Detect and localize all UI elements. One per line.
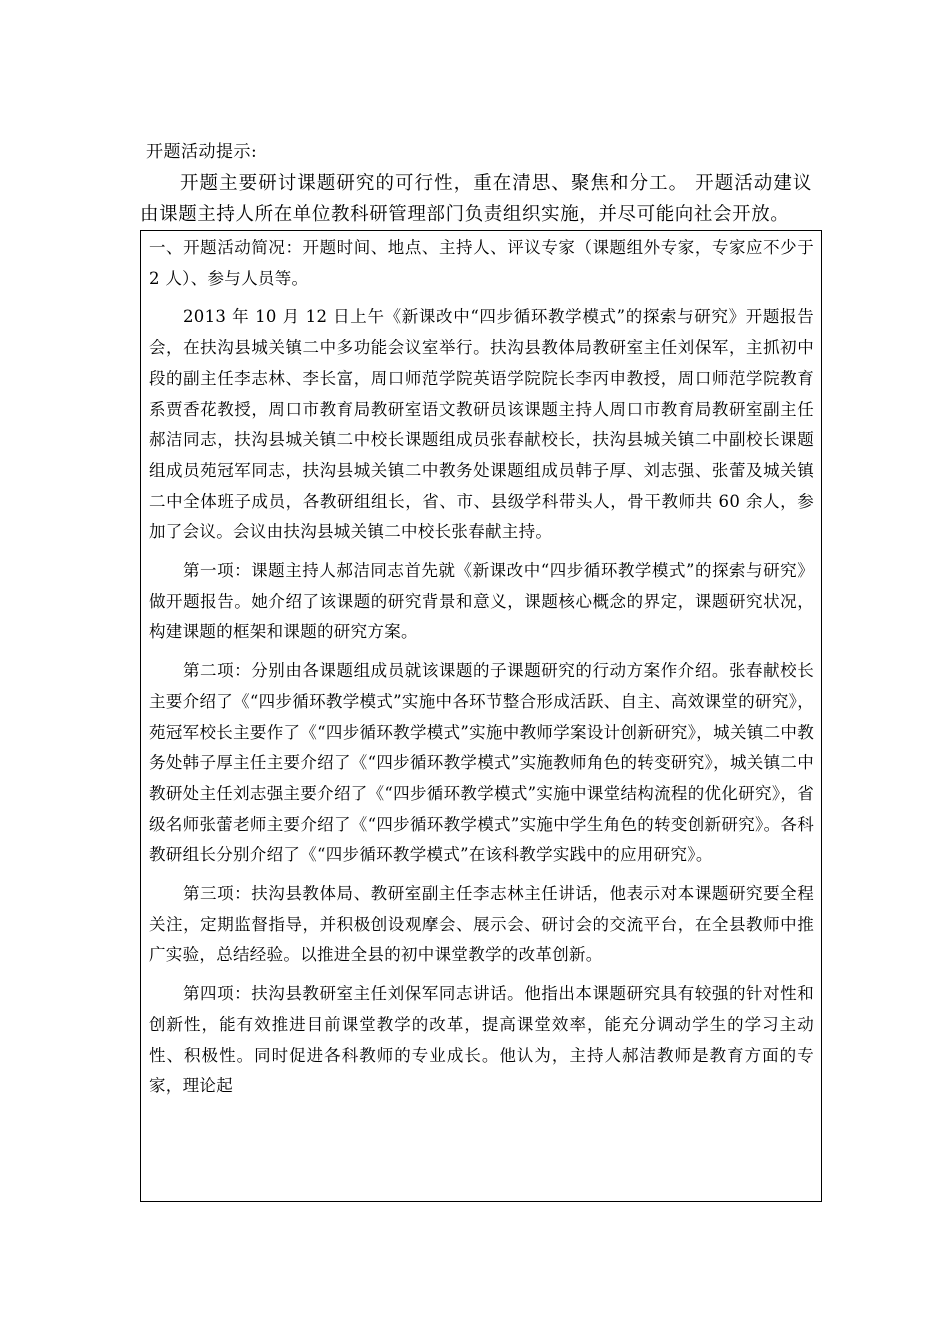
paragraph-item-4: 第四项：扶沟县教研室主任刘保军同志讲话。他指出本课题研究具有较强的针对性和创新性，能有效推进目前课堂教学的改革，提高课堂效率，能充分调动学生的学习主动性、积极性。同时促进各科教师的专业成长。他认为，主持人郝洁教师是教育方面的专家，理论起 xyxy=(149,984,814,1096)
section-heading: 一、开题活动简况：开题时间、地点、主持人、评议专家（课题组外专家，专家应不少于 2 人）、参与人员等。 xyxy=(149,238,814,288)
paragraph-item-3: 第三项：扶沟县教体局、教研室副主任李志林主任讲话，他表示对本课题研究要全程关注，定期监督指导，并积极创设观摩会、展示会、研讨会的交流平台，在全县教师中推广实验，总结经验。以推进全县的初中课堂教学的改革创新。 xyxy=(149,884,814,965)
paragraph-item-2: 第二项：分别由各课题组成员就该课题的子课题研究的行动方案作介绍。张春献校长主要介绍了《“四步循环教学模式”实施中各环节整合形成活跃、自主、高效课堂的研究》，苑冠军校长主要作了《“四步循环教学模式”实施中教师学案设计创新研究》，城关镇二中教务处韩子厚主任主要介绍了《“四步循环教学模式”实施教师角色的转变研究》，城关镇二中教研处主任刘志强主要介绍了《“四步循环教学模式”实施中课堂结构流程的优化研究》，省级名师张蕾老师主要介绍了《“四步循环教学模式”实施中学生角色的转变创新研究》。各科教研组长分别介绍了《“四步循环教学模式”在该科教学实践中的应用研究》。 xyxy=(149,661,814,865)
paragraph-item-1: 第一项：课题主持人郝洁同志首先就《新课改中“四步循环教学模式”的探索与研究》做开题报告。她介绍了该课题的研究背景和意义，课题核心概念的界定，课题研究状况，构建课题的框架和课题的研究方案。 xyxy=(149,561,814,642)
hint-body: 开题主要研讨课题研究的可行性，重在清思、聚焦和分工。 开题活动建议由课题主持人所在单位教科研管理部门负责组织实施，并尽可能向社会开放。 xyxy=(140,173,812,225)
report-content xyxy=(149,233,814,1102)
paragraph-overview: 2013 年 10 月 12 日上午《新课改中“四步循环教学模式”的探索与研究》开题报告会，在扶沟县城关镇二中多功能会议室举行。扶沟县教体局教研室主任刘保军，主抓初中段的副主任李志林、李长富，周口师范学院英语学院院长李丙申教授，周口师范学院教育系贾香花教授，周口市教育局教研室语文教研员该课题主持人周口市教育局教研室副主任郝洁同志，扶沟县城关镇二中校长课题组成员张春献校长，扶沟县城关镇二中副校长课题组成员苑冠军同志，扶沟县城关镇二中教务处课题组成员韩子厚、刘志强、张蕾及城关镇二中全体班子成员，各教研组组长，省、市、县级学科带头人，骨干教师共 60 余人，参加了会议。会议由扶沟县城关镇二中校长张春献主持。 xyxy=(149,307,814,542)
report-table-cell xyxy=(140,230,822,1202)
hint-title: 开题活动提示: xyxy=(146,142,258,162)
